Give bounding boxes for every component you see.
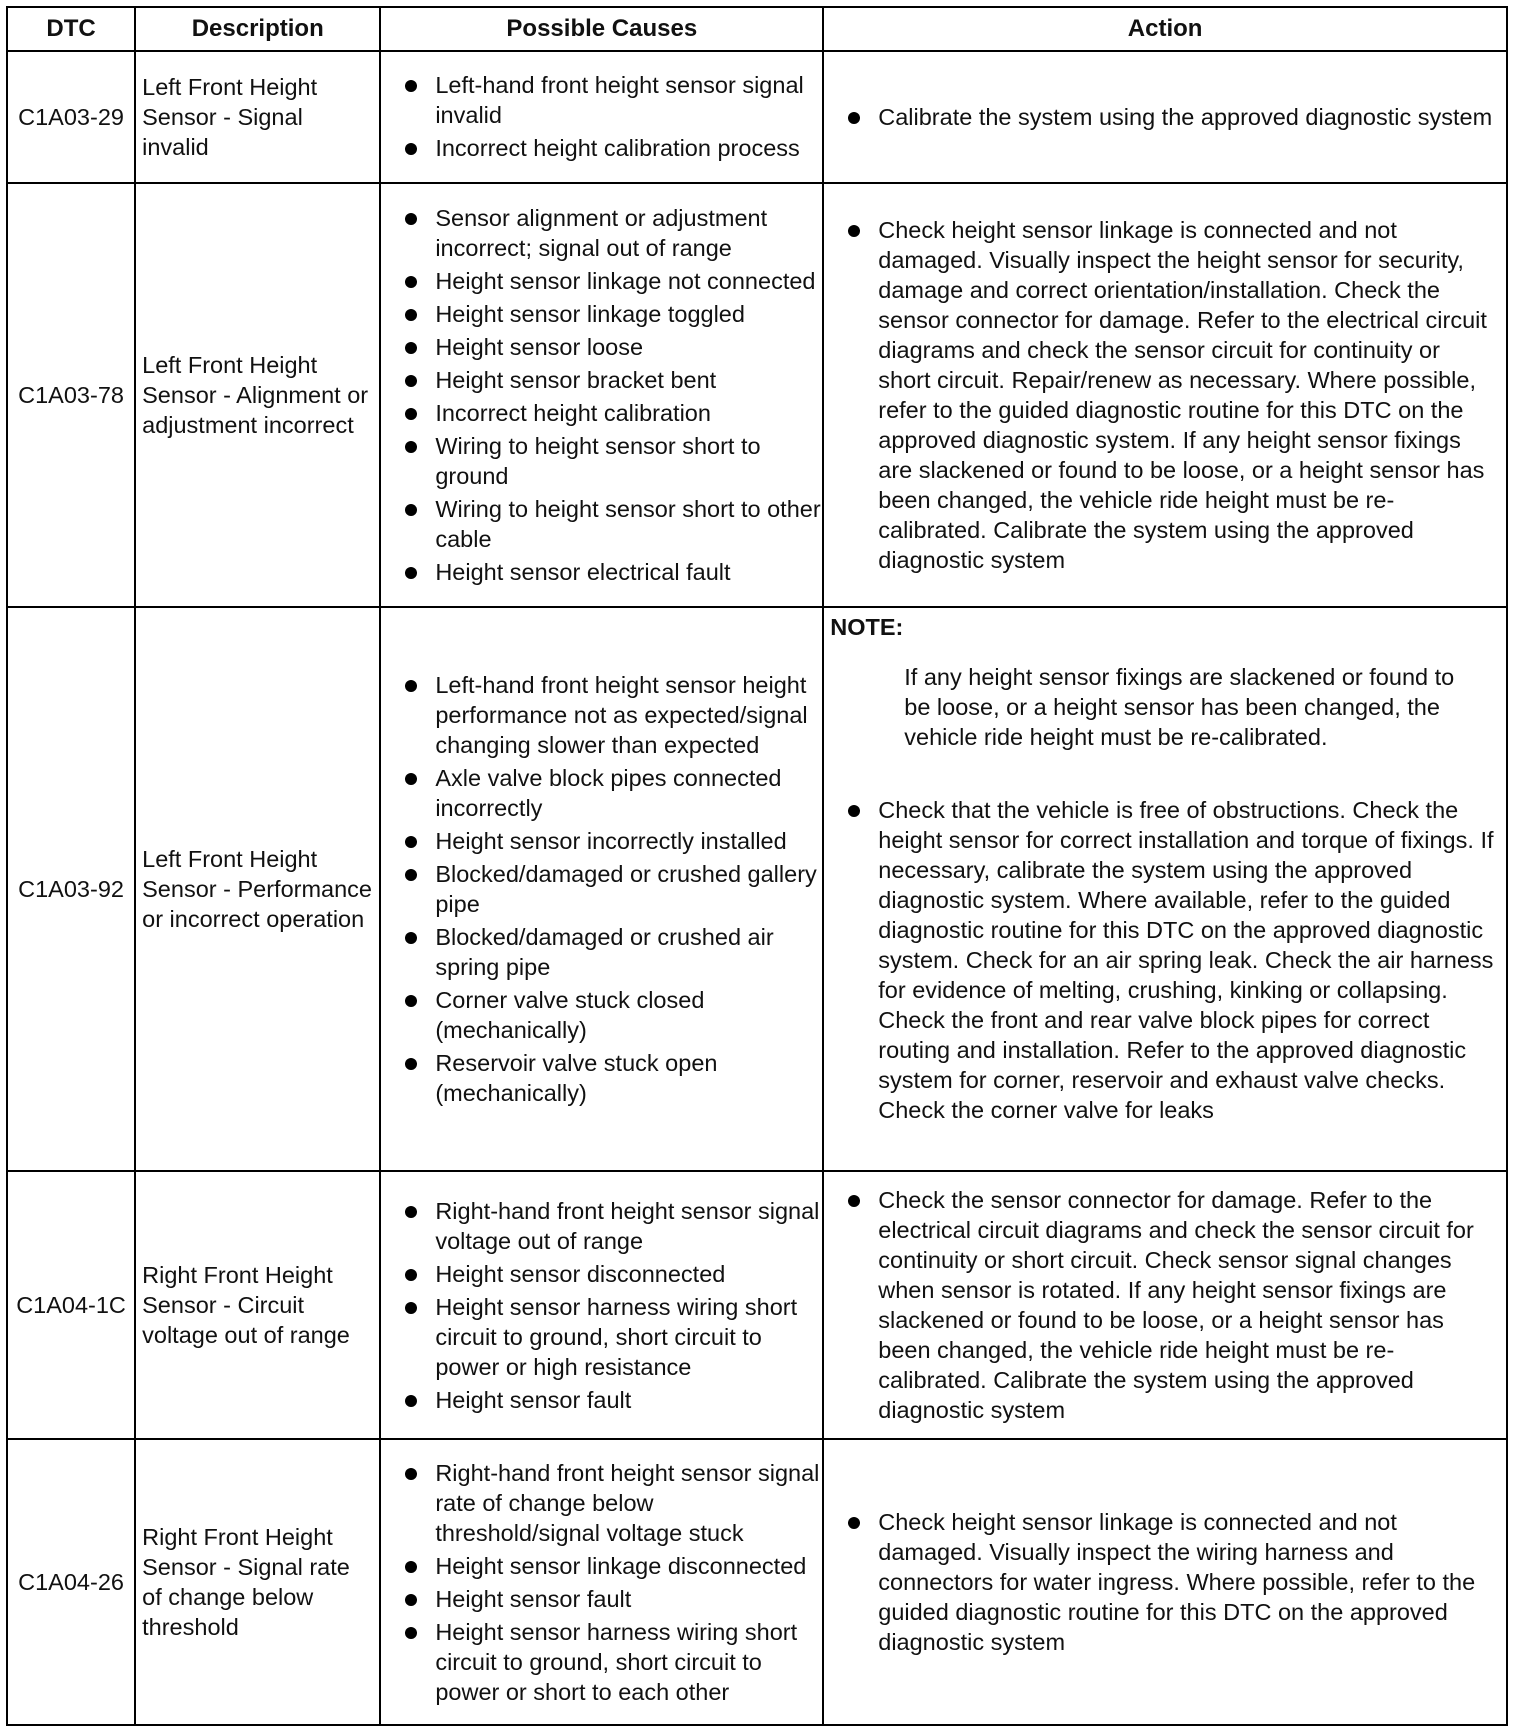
cause-item: Height sensor linkage not connected (381, 266, 822, 296)
action-cell (823, 607, 1507, 1171)
dtc-code: C1A03-78 (7, 183, 135, 607)
cause-item: Incorrect height calibration process (381, 133, 822, 163)
header-action: Action (823, 7, 1507, 51)
cause-item: Height sensor harness wiring short circuit to ground, short circuit to power or high resistance (381, 1292, 822, 1382)
action-item: Check height sensor linkage is connected and not damaged. Visually inspect the height sensor for security, damage and correct orientation/installation. Check the sensor connector for damage. Refer to the electrical circuit diagrams and check the sensor circuit for continuity or short circuit. Repair/renew as necessary. Where possible, refer to the guided diagnostic routine for this DTC on the approved diagnostic system. If any height sensor fixings are slackened or found to be loose, or a height sensor has been changed, the vehicle ride height must be re-calibrated. Calibrate the system using the approved diagnostic system (824, 215, 1506, 575)
dtc-code: C1A04-26 (7, 1439, 135, 1725)
action-item: Calibrate the system using the approved diagnostic system (824, 102, 1506, 132)
cause-item: Height sensor bracket bent (381, 365, 822, 395)
action-cell (823, 51, 1507, 183)
note-title: NOTE: (830, 613, 904, 640)
header-possible-causes: Possible Causes (380, 7, 823, 51)
causes-list (381, 70, 822, 163)
action-cell (823, 1439, 1507, 1725)
cause-item: Height sensor fault (381, 1385, 822, 1415)
possible-causes-cell (380, 51, 823, 183)
action-cell (823, 1171, 1507, 1439)
cause-item: Height sensor harness wiring short circuit to ground, short circuit to power or short to each other (381, 1617, 822, 1707)
note-block (824, 612, 1506, 792)
table-row (7, 607, 1507, 1171)
note-text: If any height sensor fixings are slackened or found to be loose, or a height sensor has been changed, the vehicle ride height must be re-calibrated. (904, 663, 1455, 750)
table-row (7, 51, 1507, 183)
causes-list (381, 1458, 822, 1707)
actions-list (824, 102, 1506, 132)
action-item: Check the sensor connector for damage. Refer to the electrical circuit diagrams and check the sensor circuit for continuity or short circuit. Check sensor signal changes when sensor is rotated. If any height sensor fixings are slackened or found to be loose, or a height sensor has been changed, the vehicle ride height must be re-calibrated. Calibrate the system using the approved diagnostic system (824, 1185, 1506, 1425)
cause-item: Height sensor linkage toggled (381, 299, 822, 329)
cause-item: Height sensor electrical fault (381, 557, 822, 587)
actions-list (824, 215, 1506, 575)
header-row (7, 7, 1507, 51)
causes-list (381, 203, 822, 587)
header-description: Description (135, 7, 380, 51)
cause-item: Right-hand front height sensor signal rate of change below threshold/signal voltage stuck (381, 1458, 822, 1548)
cause-item: Wiring to height sensor short to other cable (381, 494, 822, 554)
cause-item: Height sensor linkage disconnected (381, 1551, 822, 1581)
possible-causes-cell (380, 607, 823, 1171)
possible-causes-cell (380, 1439, 823, 1725)
dtc-code: C1A03-92 (7, 607, 135, 1171)
dtc-description: Left Front Height Sensor - Signal invalid (135, 51, 380, 183)
dtc-description: Left Front Height Sensor - Performance or incorrect operation (135, 607, 380, 1171)
table-row (7, 1171, 1507, 1439)
cause-item: Incorrect height calibration (381, 398, 822, 428)
cause-item: Blocked/damaged or crushed air spring pipe (381, 922, 822, 982)
possible-causes-cell (380, 1171, 823, 1439)
dtc-description: Left Front Height Sensor - Alignment or adjustment incorrect (135, 183, 380, 607)
dtc-description: Right Front Height Sensor - Signal rate of change below threshold (135, 1439, 380, 1725)
possible-causes-cell (380, 183, 823, 607)
cause-item: Blocked/damaged or crushed gallery pipe (381, 859, 822, 919)
action-cell (823, 183, 1507, 607)
table-row (7, 1439, 1507, 1725)
cause-item: Corner valve stuck closed (mechanically) (381, 985, 822, 1045)
actions-list (824, 795, 1506, 1125)
cause-item: Height sensor fault (381, 1584, 822, 1614)
cause-item: Sensor alignment or adjustment incorrect; signal out of range (381, 203, 822, 263)
dtc-code: C1A04-1C (7, 1171, 135, 1439)
actions-list (824, 1185, 1506, 1425)
table-body (7, 51, 1507, 1725)
dtc-code: C1A03-29 (7, 51, 135, 183)
action-item: Check height sensor linkage is connected and not damaged. Visually inspect the wiring harness and connectors for water ingress. Where possible, refer to the guided diagnostic routine for this DTC on the approved diagnostic system (824, 1507, 1506, 1657)
cause-item: Right-hand front height sensor signal voltage out of range (381, 1196, 822, 1256)
cause-item: Height sensor disconnected (381, 1259, 822, 1289)
action-item: Check that the vehicle is free of obstructions. Check the height sensor for correct installation and torque of fixings. If necessary, calibrate the system using the approved diagnostic system. Where available, refer to the guided diagnostic routine for this DTC on the approved diagnostic system. Check for an air spring leak. Check the air harness for evidence of melting, crushing, kinking or collapsing. Check the front and rear valve block pipes for correct routing and installation. Refer to the approved diagnostic system for corner, reservoir and exhaust valve checks. Check the corner valve for leaks (824, 795, 1506, 1125)
actions-list (824, 1507, 1506, 1657)
cause-item: Left-hand front height sensor signal invalid (381, 70, 822, 130)
causes-list (381, 670, 822, 1108)
dtc-description: Right Front Height Sensor - Circuit voltage out of range (135, 1171, 380, 1439)
cause-item: Wiring to height sensor short to ground (381, 431, 822, 491)
header-dtc: DTC (7, 7, 135, 51)
cause-item: Reservoir valve stuck open (mechanically) (381, 1048, 822, 1108)
cause-item: Left-hand front height sensor height performance not as expected/signal changing slower than expected (381, 670, 822, 760)
causes-list (381, 1196, 822, 1415)
cause-item: Axle valve block pipes connected incorrectly (381, 763, 822, 823)
dtc-table (6, 6, 1508, 1726)
cause-item: Height sensor incorrectly installed (381, 826, 822, 856)
cause-item: Height sensor loose (381, 332, 822, 362)
table-row (7, 183, 1507, 607)
